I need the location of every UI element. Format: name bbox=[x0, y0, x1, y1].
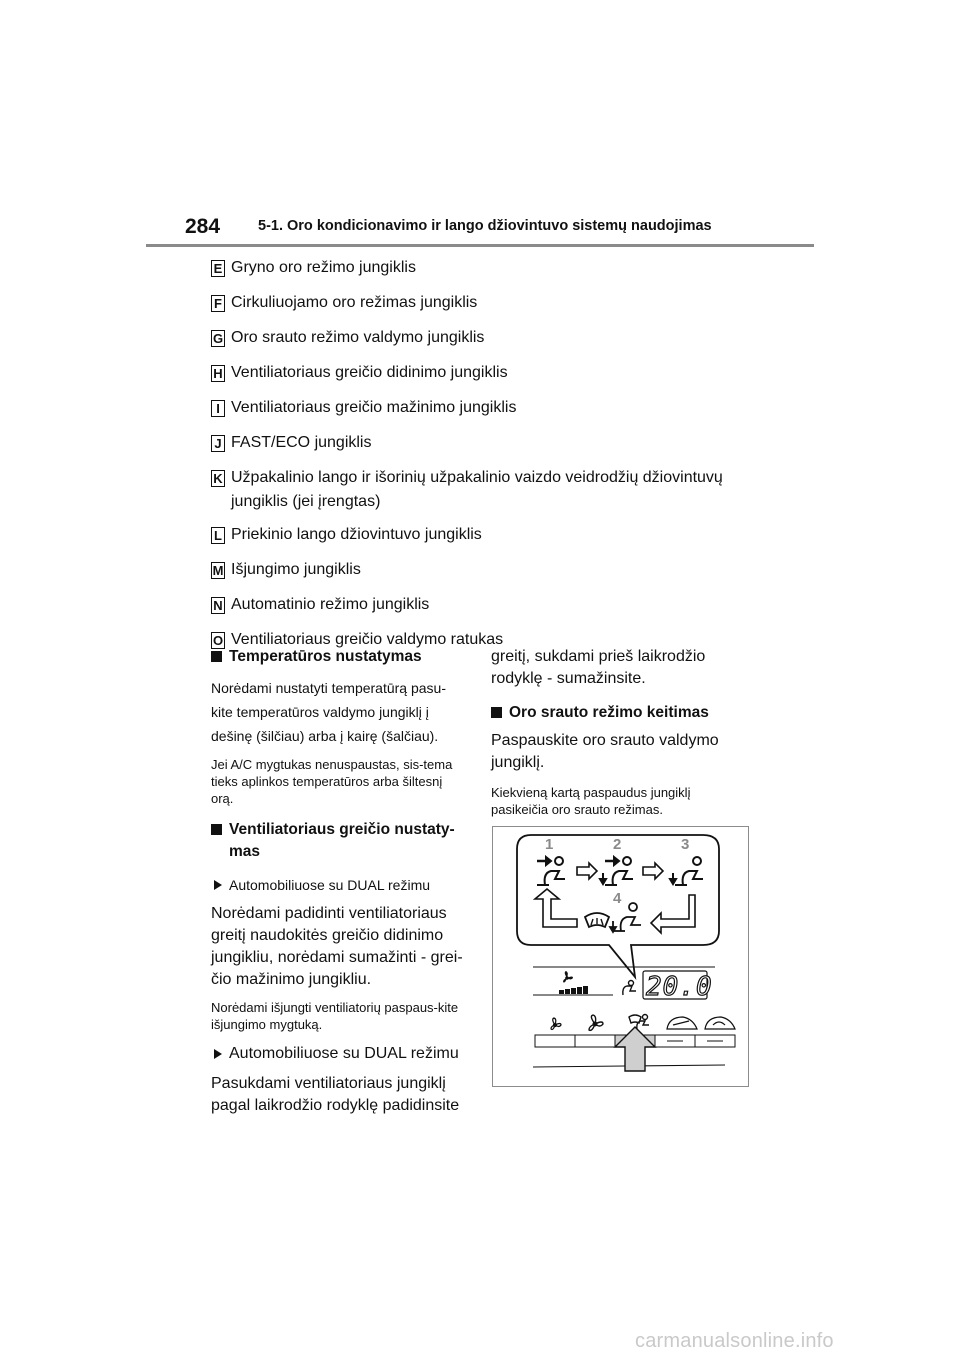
header-divider bbox=[146, 244, 814, 247]
triangle-bullet-icon bbox=[214, 1049, 222, 1059]
legend-key: L bbox=[211, 527, 225, 544]
recirculate-air-icon bbox=[705, 1017, 735, 1029]
legend-text: Priekinio lango džiovintuvo jungiklis bbox=[231, 526, 482, 543]
bullet-square-icon bbox=[491, 707, 502, 718]
fan-low-icon bbox=[551, 1018, 561, 1030]
button-i[interactable] bbox=[575, 1035, 615, 1047]
legend-text: Ventiliatoriaus greičio didinimo jungiklis bbox=[231, 364, 508, 381]
airflow-mode-heading: Oro srauto režimo keitimas bbox=[491, 702, 751, 724]
legend-item-f bbox=[211, 293, 771, 315]
legend-key: I bbox=[211, 400, 225, 417]
mode-number-1: 1 bbox=[545, 836, 554, 853]
legend-item-i bbox=[211, 398, 771, 420]
bullet-square-icon bbox=[211, 651, 222, 662]
legend-key: G bbox=[212, 331, 224, 346]
dual-mode-subheading-2: Automobiliuose su DUAL režimu bbox=[211, 1043, 467, 1065]
fan-off-note: Norėdami išjungti ventiliatorių paspaus-kite išjungimo mygtuką. bbox=[211, 1000, 459, 1032]
right-column bbox=[491, 646, 751, 818]
legend-item-g bbox=[211, 328, 771, 350]
legend-key: K bbox=[211, 470, 225, 487]
legend-item-e bbox=[211, 258, 771, 280]
legend-text: Oro srauto režimo valdymo jungiklis bbox=[231, 329, 485, 346]
legend-text: Ventiliatoriaus greičio mažinimo jungiklis bbox=[231, 399, 517, 416]
fan-speed-bars bbox=[559, 986, 588, 994]
legend-key: O bbox=[212, 633, 224, 648]
legend-key: E bbox=[211, 260, 225, 277]
airflow-mode-figure bbox=[492, 826, 749, 1087]
legend-item-n bbox=[211, 595, 771, 617]
airflow-mode-button-icon bbox=[629, 1015, 649, 1030]
mode-number-3: 3 bbox=[681, 836, 690, 853]
climate-panel-illustration bbox=[493, 827, 748, 1086]
mode-number-4: 4 bbox=[613, 890, 622, 907]
legend-item-m bbox=[211, 560, 771, 582]
legend-item-h bbox=[211, 363, 771, 385]
dual-mode-subheading: Automobiliuose su DUAL režimu bbox=[211, 875, 467, 895]
bullet-square-icon bbox=[211, 824, 222, 835]
legend-item-l bbox=[211, 525, 771, 547]
fan-speed-body: Norėdami padidinti ventiliatoriaus greitį naudokitės greičio didinimo jungikliu, norėdami sumažinti - grei-čio mažinimo jungikliu. bbox=[211, 905, 463, 988]
watermark: carmanualsonline.info bbox=[635, 1330, 834, 1352]
temperature-note: Jei A/C mygtukas nenuspaustas, sis-tema tieks aplinkos temperatūros arba šiltesnį orą. bbox=[211, 757, 453, 806]
section-title: 5-1. Oro kondicionavimo ir lango džiovintuvo sistemų naudojimas bbox=[258, 218, 712, 234]
legend-text: Gryno oro režimo jungiklis bbox=[231, 259, 416, 276]
temperature-heading: Temperatūros nustatymas bbox=[211, 646, 467, 668]
legend-key: J bbox=[211, 435, 225, 452]
legend-item-j bbox=[211, 433, 771, 455]
legend-text: Ventiliatoriaus greičio valdymo ratukas bbox=[231, 631, 504, 648]
legend-key: M bbox=[212, 563, 224, 578]
fresh-air-icon bbox=[667, 1017, 697, 1029]
button-h[interactable] bbox=[535, 1035, 575, 1047]
temperature-body: Norėdami nustatyti temperatūrą pasu-kite temperatūros valdymo jungiklį į dešinę (šilčiau) arba į kairę (šalčiau). bbox=[211, 680, 446, 744]
fan-high-icon bbox=[589, 1015, 603, 1030]
legend-text: Automatinio režimo jungiklis bbox=[231, 596, 430, 613]
display-mode-icon bbox=[623, 981, 636, 996]
left-column bbox=[211, 646, 467, 1117]
legend-key: N bbox=[211, 597, 225, 614]
legend-text: Cirkuliuojamo oro režimas jungiklis bbox=[231, 294, 478, 311]
legend-text: FAST/ECO jungiklis bbox=[231, 434, 372, 451]
fan-speed-heading: Ventiliatoriaus greičio nustaty-mas bbox=[211, 819, 467, 863]
legend-text: Išjungimo jungiklis bbox=[231, 561, 361, 578]
airflow-mode-note: Kiekvieną kartą paspaudus jungiklį pasikeičia oro srauto režimas. bbox=[491, 785, 691, 817]
fan-icon bbox=[563, 971, 573, 983]
press-arrow-icon bbox=[615, 1027, 655, 1071]
triangle-bullet-icon bbox=[214, 880, 222, 890]
legend-item-k bbox=[211, 468, 771, 514]
legend-key: F bbox=[211, 295, 225, 312]
airflow-mode-body: Paspauskite oro srauto valdymo jungiklį. bbox=[491, 732, 719, 771]
fan-dial-body-continued: greitį, sukdami prieš laikrodžio rodyklę - sumažinsite. bbox=[491, 648, 706, 687]
legend-key: H bbox=[211, 365, 225, 382]
mode-number-2: 2 bbox=[613, 836, 622, 853]
temperature-display: 20.0 bbox=[646, 972, 713, 1002]
legend-text: Užpakalinio lango ir išorinių užpakalinio vaizdo veidrodžių džiovintuvų jungiklis (jei įrengtas) bbox=[231, 469, 723, 510]
fan-dial-body: Pasukdami ventiliatoriaus jungiklį pagal laikrodžio rodyklę padidinsite bbox=[211, 1075, 460, 1114]
page-number: 284 bbox=[185, 215, 221, 238]
legend-list bbox=[211, 258, 771, 665]
